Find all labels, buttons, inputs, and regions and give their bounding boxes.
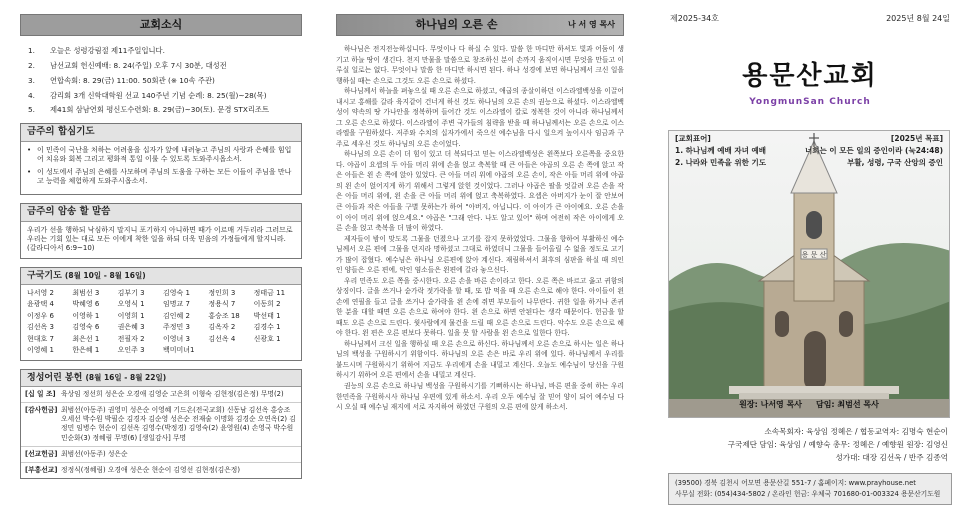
news-num: 1.	[28, 46, 35, 55]
service-row	[21, 387, 301, 403]
group-entry: 오영식 1	[117, 300, 145, 309]
news-num: 2.	[28, 60, 35, 70]
staff-line: 구국제단 담임: 육상임 / 예향숙 총무: 정혜은 / 예향원 원장: 김영신	[727, 439, 948, 449]
issue-date: 2025년 8월 24일	[886, 14, 950, 23]
groups-date: (8월 10일 - 8월 16일)	[64, 270, 146, 280]
group-entry: 이영혜 1	[27, 346, 54, 355]
group-entry: 백미미녀1	[162, 346, 195, 355]
group-entry: 전필자 2	[117, 334, 145, 343]
prayer-box	[20, 123, 302, 195]
church-building-illustration	[669, 131, 950, 418]
staff-line: 소속목회자: 육상임 정혜은 / 협동교역자: 김명숙 현순이	[764, 427, 948, 437]
group-entry: 신광호 1	[253, 334, 281, 343]
verse-box	[20, 203, 302, 259]
prayer-text: 이 성도에서 주님의 은혜를 사모하며 주님의 도움을 구하는 모든 이들이 주님을 만나고 능력을 체험하게 도와주시옵소서.	[37, 167, 292, 186]
group-entry: 윤광택 4	[27, 300, 54, 309]
staff-line: 성가대: 대장 김선옥 / 반주 김종억	[835, 452, 948, 462]
groups-box	[20, 267, 302, 361]
church-motto	[675, 133, 766, 169]
group-entry: 이동희 2	[253, 300, 281, 309]
group-entry: 김경수 1	[253, 323, 281, 332]
service-key: [감사헌금]	[25, 405, 58, 414]
goal-line: 부활, 성령, 구국 산앙의 증인	[847, 158, 943, 168]
groups-grid	[21, 285, 301, 360]
group-entry: 임명교 7	[162, 300, 190, 309]
church-english-name: YongmunSan Church	[749, 96, 871, 107]
church-name: 용문산교회	[742, 60, 878, 91]
issue-line	[668, 14, 952, 25]
news-text: 제41회 삼남연회 평신도수련회: 8. 29(금)~30(토). 문경 STX리조트	[50, 105, 270, 115]
verse-text: 우리가 선을 행하되 낙심하지 말지니 포기하지 아니하면 때가 이르매 거두리라 그러므로 우리는 기회 있는 대로 모든 이에게 착한 일을 하되 더욱 믿음의 가정들에게 할지니라. (갈라디아서 6:9~10)	[27, 225, 293, 253]
news-header: 교회소식	[20, 14, 302, 36]
prayer-text: 이 민족이 국난을 처하는 어려움을 십자가 앞에 내려놓고 주님의 사랑과 은혜를 힘입어 치유와 회복 그리고 평화적 통일 이룰 수 있도록 도와주시옵소서.	[37, 146, 292, 164]
news-text: 오늘은 성령강림절 제11주일입니다.	[50, 46, 165, 55]
church-photo	[668, 130, 950, 418]
motto-line: 2. 나라와 민족을 위한 기도	[675, 158, 766, 168]
groups-title-text: 구국기도	[27, 270, 62, 281]
caption-senior-pastor: 담임: 최범선 목사	[815, 400, 879, 410]
group-entry: 김선옥 4	[208, 334, 236, 343]
bullet: •	[27, 167, 32, 176]
groups-title	[21, 268, 301, 285]
news-item	[28, 46, 302, 56]
prayer-title: 금주의 합심기도	[21, 124, 301, 142]
news-list	[28, 46, 302, 115]
prayer-item	[27, 168, 295, 187]
group-entry: 정용식 7	[208, 300, 236, 309]
news-num: 3.	[28, 75, 35, 85]
service-key: [십 일 조]	[25, 389, 56, 398]
church-sign-text: 용 문 산	[801, 251, 827, 260]
group-entry: 김영숙 6	[72, 323, 100, 332]
sermon-paragraph: 하나님은 전지전능하십니다. 무엇이나 다 하실 수 있다. 말씀 한 마디만 하셔도 빛과 어둠이 생기고 하늘 땅이 생긴다. 천지 만물을 말씀으로 창조하신 분이 손까지 움직이시면 무엇을 만들고 이루실 일로는 없다. 무엇이나 말씀 한 마디만 하시면 된다. 하나 성경에 보면 하나님께서 크신 일을 행하실 때는 손으로 그것도 오른 손으로 하셨다.	[336, 45, 624, 85]
group-entry: 김선옥 3	[27, 323, 54, 332]
group-entry: 이영희 1	[117, 311, 145, 320]
group-entry: 김부기 3	[117, 289, 145, 298]
service-row	[21, 403, 301, 447]
issue-number: 제2025-34호	[670, 14, 719, 23]
sermon-paragraph: 우리 민족도 오른 쪽을 중시한다. 오른 손을 바른 손이라고 한다. 오른 쪽은 바르고 옳고 귀함의 상징이다. 글을 쓰거나 숟가락 젓가락을 할 때, 또 밥 먹을 때 오른 손으로 해야 한다. 아이들이 왼 손에 연필을 들고 글을 쓰거나 숟가락을 왼 손에 쥐면 부모들이 나무란다. 귀한 일을 하거나 존귀한 분을 대할 때면 오른 손으로 하여야 한다. 왼 손으로 하면 안된다는 생각 때문이다. 헌금을 할 때도 오른 손으로 드린다. 윗사람에게 물건을 드릴 때 오른 손으로 드린다. 악수도 오른 손으로 해야 한다. 왼 편은 오른 편보다 못하다. 일을 못 할 사람을 왼 손으로 일한다 한다.	[336, 276, 624, 338]
sermon-header	[336, 14, 624, 36]
group-entry: 오인주 3	[117, 346, 145, 355]
left-column	[0, 0, 312, 528]
group-entry: 나서영 2	[27, 289, 54, 298]
group-entry: 이영하 1	[72, 311, 100, 320]
sermon-paragraph: 제자들이 밤이 맞도록 그물을 던졌으나 고기를 잡지 못하였었다. 그물을 향하여 부활하신 예수님께서 오른 편에 그물을 던지라 명하셨고 그대로 하였더니 그물을 들어올릴 수 없을 정도로 고기가 많이 잡혔다. 예수님은 하나님 오른편에 앉아 계신다. 재림하셔서 최후의 심판을 하실 때 의인인 양들은 오른 편에, 악인 염소들은 왼편에 갈라 놓으신다.	[336, 234, 624, 275]
group-entry: 박선태 1	[253, 311, 281, 320]
sermon-paragraph: 권능의 오른 손으로 하나님 백성을 구원하시기를 기뻐하시는 하나님, 바른 편을 중히 하는 우리 한민족을 구원하시사 하나님 우편에 있게 하소서. 우리 오두 예수님 잘 믿어 양이 되어 예수님 다시 오실 때 예수님 재지에 서로 자지하여 하였던 구원의 오른 편에 앉게 하소서.	[336, 382, 624, 412]
news-item	[28, 61, 302, 71]
group-entry: 이영녀 3	[162, 334, 190, 343]
service-row	[21, 447, 301, 463]
service-row	[21, 463, 301, 478]
group-entry: 박혜영 6	[72, 300, 100, 309]
group-entry: 정태금 11	[253, 289, 286, 298]
motto-line: 1. 하나님께 예배 자녀 예배	[675, 146, 766, 156]
service-date: (8월 16일 - 8월 22일)	[85, 372, 167, 382]
sermon-author: 나 서 영 목사	[568, 19, 615, 29]
group-entry: 정인희 3	[208, 289, 236, 298]
group-entry: 홍승조 18	[208, 311, 240, 320]
sermon-paragraph: 하나님께서 크신 일을 행하실 때 오른 손으로 하신다. 하나님께서 오른 손으로 하시는 일은 하나님의 백성을 구원하시기 위함이다. 하나님의 오른 손은 바로 우리 위에 있다. 하나님께서 우리를 붙드시며 구원하시기 위하여 지금도 우리에게 손을 내밀고 계신다. 오늘도 예수님이 당신을 구원하시기 위하여 오른 편에서 손을 내밀고 계신다.	[336, 339, 624, 380]
news-text: 연합속회: 8. 29(금) 11:00. 50회관 (※ 10속 주관)	[50, 75, 215, 85]
service-value: 최범선(아동주) 권영미 성은순 이영혜 기드온(전국교회) 신동남 김선옥 홍승조 오세선 박수원 박필순 김경자 김순영 성은순 전재술 이명화 김경순 오연옥(2) 김정민 임병수 현순이 김선옥 김영수(박정경) 김영숙(2) 윤영원(4) 손영국 박수원 민순화(3) 정혜림 무명(6) [생일감사] 무명	[61, 405, 296, 442]
group-entry: 한은혜 1	[72, 346, 100, 355]
motto-label: [교회표어]	[675, 134, 711, 144]
group-entry: 권은혜 3	[117, 323, 145, 332]
service-key: [부흥선교]	[25, 465, 58, 474]
news-text: 감리회 3개 신학대학원 선교 140주년 기념 순례: 8. 25(월)~28(목)	[50, 90, 267, 100]
group-entry: 김인혜 2	[162, 311, 190, 320]
service-value: 육상임 정선희 성은순 오경애 김영순 고은희 이형숙 김현정(김은정) 무명(2)	[61, 389, 284, 398]
news-item	[28, 91, 302, 101]
goal-line: 너희는 이 모든 일의 증인이라 (눅24:48)	[805, 146, 943, 156]
group-entry: 최범선 3	[72, 289, 100, 298]
service-key: [선교헌금]	[25, 449, 58, 458]
contact-footer	[668, 473, 952, 505]
group-entry: 주정민 3	[162, 323, 190, 332]
right-column	[660, 0, 960, 528]
group-entry: 최은선 1	[72, 334, 100, 343]
sermon-paragraph: 하나님께서 하늘을 펴놓으실 때 오른 손으로 하셨고, 애굽의 종살이하던 이스라엘백성을 이끌어내시고 홍해를 갈라 육지같이 건너게 하신 것도 하나님의 오른 손의 권능으로 하셨다. 이스라엘백성이 약속의 땅 가나안을 정복하며 들어간 것도 이스라엘이 칼로 정복한 것이 아니라 하나님께서 그 오른 손으로 하셨다. 이스라엘이 주변 국가들의 침략을 받을 때 하나님께서는 오른 손으로 이스라엘을 구원하셨다. 저주와 수치의 십자가에서 죽으신 예수님을 다시 일으켜 높이시사 임금과 구주로 세우신 것도 하나님의 오른 손이었다.	[336, 87, 624, 148]
staff-info	[668, 418, 952, 465]
caption-pastor: 원장: 나서영 목사	[739, 400, 803, 410]
news-num: 5.	[28, 105, 35, 115]
address-line: (39500) 경북 김천시 어모면 용문산길 551-7 / 홈페이지: www.prayhouse.net	[675, 478, 916, 487]
service-title	[21, 370, 301, 387]
service-title-text: 정성어린 봉헌	[27, 372, 83, 383]
group-entry: 이정우 6	[27, 311, 54, 320]
year-goal	[805, 133, 943, 169]
news-item	[28, 105, 302, 115]
news-text: 남선교회 헌신예배: 8. 24(주일) 오후 7시 30분, 대성전	[50, 60, 227, 70]
sermon-title: 하나님의 오른 손	[415, 17, 498, 31]
news-num: 4.	[28, 90, 35, 100]
group-entry: 김옥자 2	[208, 323, 236, 332]
sermon-body	[336, 44, 624, 413]
group-entry: 김영숙 1	[162, 289, 190, 298]
service-value: 정정식(정혜림) 오경애 성은순 현순이 김영선 김현정(김은정)	[61, 465, 240, 474]
prayer-item	[27, 146, 295, 165]
service-box	[20, 369, 302, 479]
middle-column	[330, 0, 630, 528]
photo-caption	[669, 400, 949, 411]
news-item	[28, 76, 302, 86]
service-value: 최범선(아동주) 성은순	[61, 449, 128, 458]
bullet: •	[27, 146, 32, 155]
phone-line: 사무실 전화: (054)434-5802 / 온라인 헌금: 우체국 701680-01-003324 용문산기도원	[675, 489, 941, 498]
goal-label: [2025년 목표]	[890, 134, 943, 144]
group-entry: 현대호 7	[27, 334, 54, 343]
verse-title: 금주의 암송 할 말씀	[21, 204, 301, 222]
sermon-paragraph: 하나님의 오른 손이 더 힘이 있고 더 복되다고 믿는 이스라엘백성은 왼쪽보다 오른쪽을 중요한다. 야곱이 요셉의 두 아들 머리 위에 손을 얹고 축복할 때 큰 아들은 야곱의 오른 손 쪽에 앉고 작은 아들은 왼 손 쪽에 앉아 있었다. 큰 아들 머리 위에 야곱의 오른 손이, 작은 아들 머리 위에 야곱의 왼 손이 얹어지게 하기 위해서 그렇게 앉힌 것이었다. 그러나 야곱은 팔을 엇갈려 오른 손을 작은 아들 머리 위에, 왼 손을 큰 아들 머리 위에 얹고 축복하였다. 요셉은 아버지가 눈이 잘 안보여 큰 아들과 작은 아들을 구별 못하는가 하여 "아버지, 아닙니다. 이 아이가 큰 아이예요. 오른 손을 이 아이 머리 위에 얹으세요." 야곱은 "그래 안다. 나도 알고 있어" 하며 여전히 작은 아이에게 오른 손을 얹고 축복을 더 많이 하였다.	[336, 150, 624, 233]
